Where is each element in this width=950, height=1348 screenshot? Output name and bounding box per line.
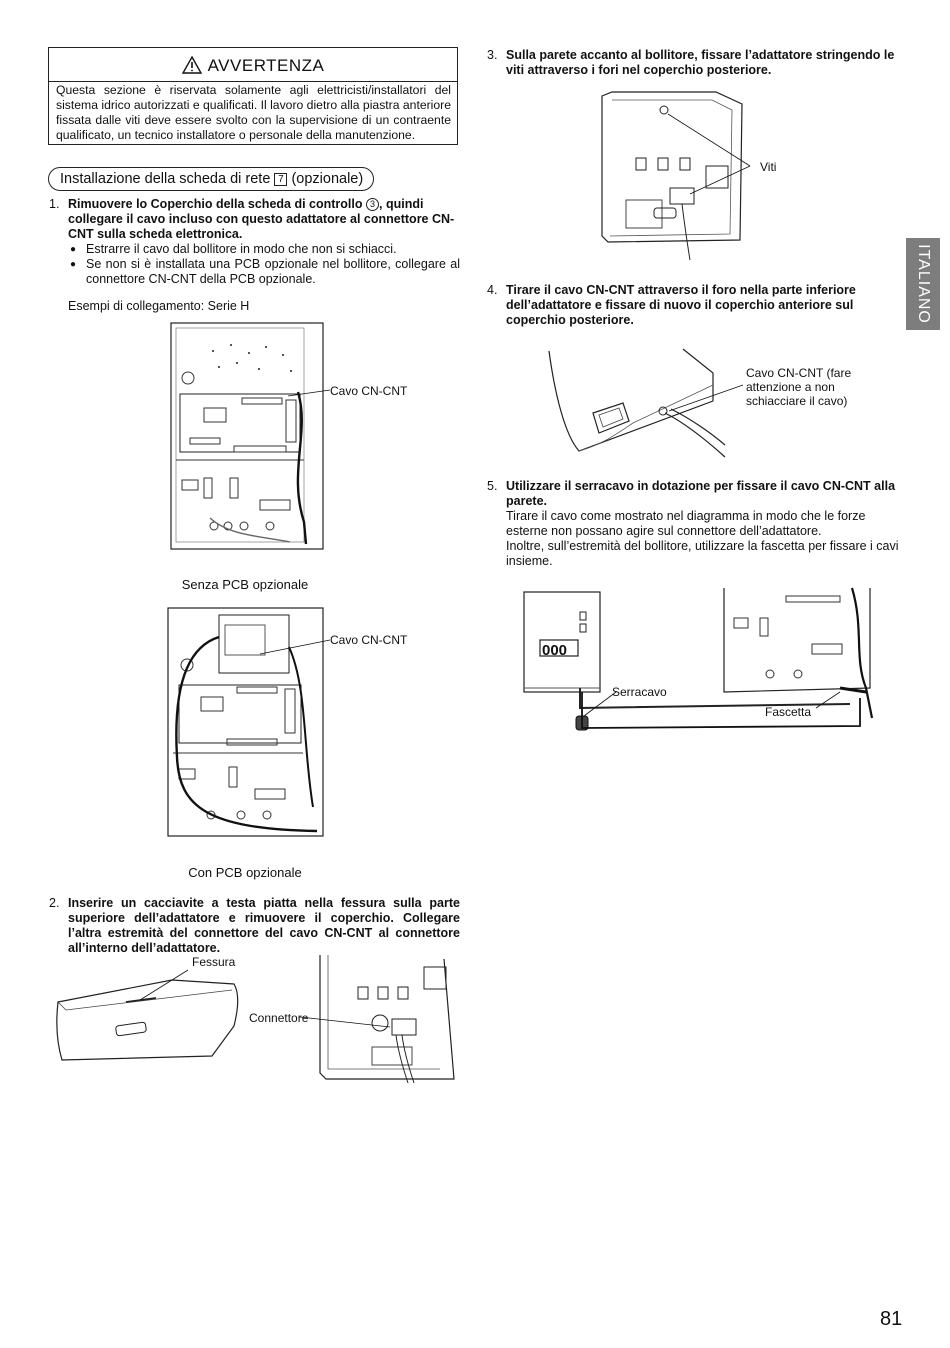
figure-adapter-cover: [52, 960, 242, 1065]
label-serracavo: Serracavo: [612, 685, 667, 699]
label-fessura: Fessura: [192, 955, 236, 969]
step-3: [487, 48, 899, 78]
warning-title: AVVERTENZA: [207, 56, 325, 75]
step-4-number: 4.: [487, 283, 498, 297]
step-5-text-normal-2: Inoltre, sull’estremità del bollitore, utilizzare la fascetta per fissare i cavi insieme.: [506, 539, 899, 568]
leader-connettore: [300, 1015, 392, 1031]
figure-adapter-bottom: [545, 345, 725, 463]
step-5-text-bold: Utilizzare il serracavo in dotazione per fissare il cavo CN-CNT alla parete.: [506, 479, 896, 508]
step-1-bullet-2: ● Se non si è installata una PCB opzionale nel bollitore, collegare al connettore CN-CNT della PCB opzionale.: [68, 257, 460, 287]
leader-cavo-2: [258, 634, 332, 658]
section-title-b: (opzionale): [291, 171, 364, 187]
label-connettore: Connettore: [249, 1011, 309, 1025]
caption-without-pcb: Senza PCB opzionale: [181, 577, 309, 592]
step-5: [487, 479, 899, 569]
label-cavo-cn-cnt-2: Cavo CN-CNT: [330, 633, 408, 647]
step-1-circle-number: 3: [366, 198, 379, 211]
label-fascetta: Fascetta: [765, 705, 812, 719]
step-4-text: Tirare il cavo CN-CNT attraverso il foro nella parte inferiore dell’adattatore e fissare di nuovo il coperchio anteriore sul coperchio posteriore.: [506, 283, 856, 327]
label-cavo-cn-cnt-1: Cavo CN-CNT: [330, 384, 408, 398]
label-cavo-note: Cavo CN-CNT (fare attenzione a non schiacciare il cavo): [746, 366, 852, 408]
step-1-bullet-1: ● Estrarre il cavo dal bollitore in modo che non si schiacci.: [68, 242, 460, 257]
step-1-instruction: [68, 197, 460, 242]
step-1-text-a: Rimuovere lo Coperchio della scheda di controllo: [68, 197, 363, 211]
step-1: [49, 197, 460, 287]
section-box-number: 7: [274, 173, 287, 186]
figure-wall-routing: [520, 588, 885, 738]
language-tab: [906, 238, 940, 330]
step-2-text: Inserire un cacciavite a testa piatta nella fessura sulla parte superiore dell’adattatore e rimuovere il coperchio. Collegare l’altra estremità del connettore del cavo CN-CNT al connettore all’interno dell’adattatore.: [68, 896, 460, 955]
warning-divider: [49, 81, 457, 82]
step-1-number: 1.: [49, 197, 60, 211]
section-heading: [48, 167, 374, 191]
step-4: [487, 283, 899, 328]
step-5-text-normal: Tirare il cavo come mostrato nel diagramma in modo che le forze esterne non possano agire sul connettore dell’adattatore.: [506, 509, 866, 538]
step-3-number: 3.: [487, 48, 498, 62]
figure-pcb-without-option: [170, 322, 325, 550]
warning-heading: [49, 56, 457, 76]
warning-text: Questa sezione è riservata solamente agli elettricisti/installatori del sistema idrico autorizzati e qualificati. Il lavoro dietro alla piastra anteriore fissata dalle viti deve essere svolto con la supervisione di un contraente qualificato, un tecnico installatore o personale della manutenzione.: [56, 83, 451, 142]
label-viti: Viti: [760, 160, 777, 174]
step-5-number: 5.: [487, 479, 498, 493]
step-1-text-b: , quindi collegare il cavo incluso con questo adattatore al connettore CN-CNT sulla scheda elettronica.: [68, 197, 455, 241]
step-3-text: Sulla parete accanto al bollitore, fissare l’adattatore stringendo le viti attraverso i fori nel coperchio posteriore.: [506, 48, 895, 77]
figure-back-cover-screws: [600, 90, 750, 260]
language-tab-label: ITALIANO: [915, 244, 932, 324]
caption-with-pcb: Con PCB opzionale: [188, 865, 302, 880]
warning-box: [48, 47, 458, 145]
connection-example-label: Esempi di collegamento: Serie H: [68, 299, 250, 313]
step-2-number: 2.: [49, 896, 60, 910]
leader-cavo-1: [286, 380, 332, 400]
section-title-a: Installazione della scheda di rete: [60, 171, 271, 187]
adapter-display: 000: [542, 642, 568, 659]
warning-triangle-icon: [182, 56, 202, 74]
step-2: [49, 896, 460, 956]
page-number: 81: [880, 1308, 903, 1330]
